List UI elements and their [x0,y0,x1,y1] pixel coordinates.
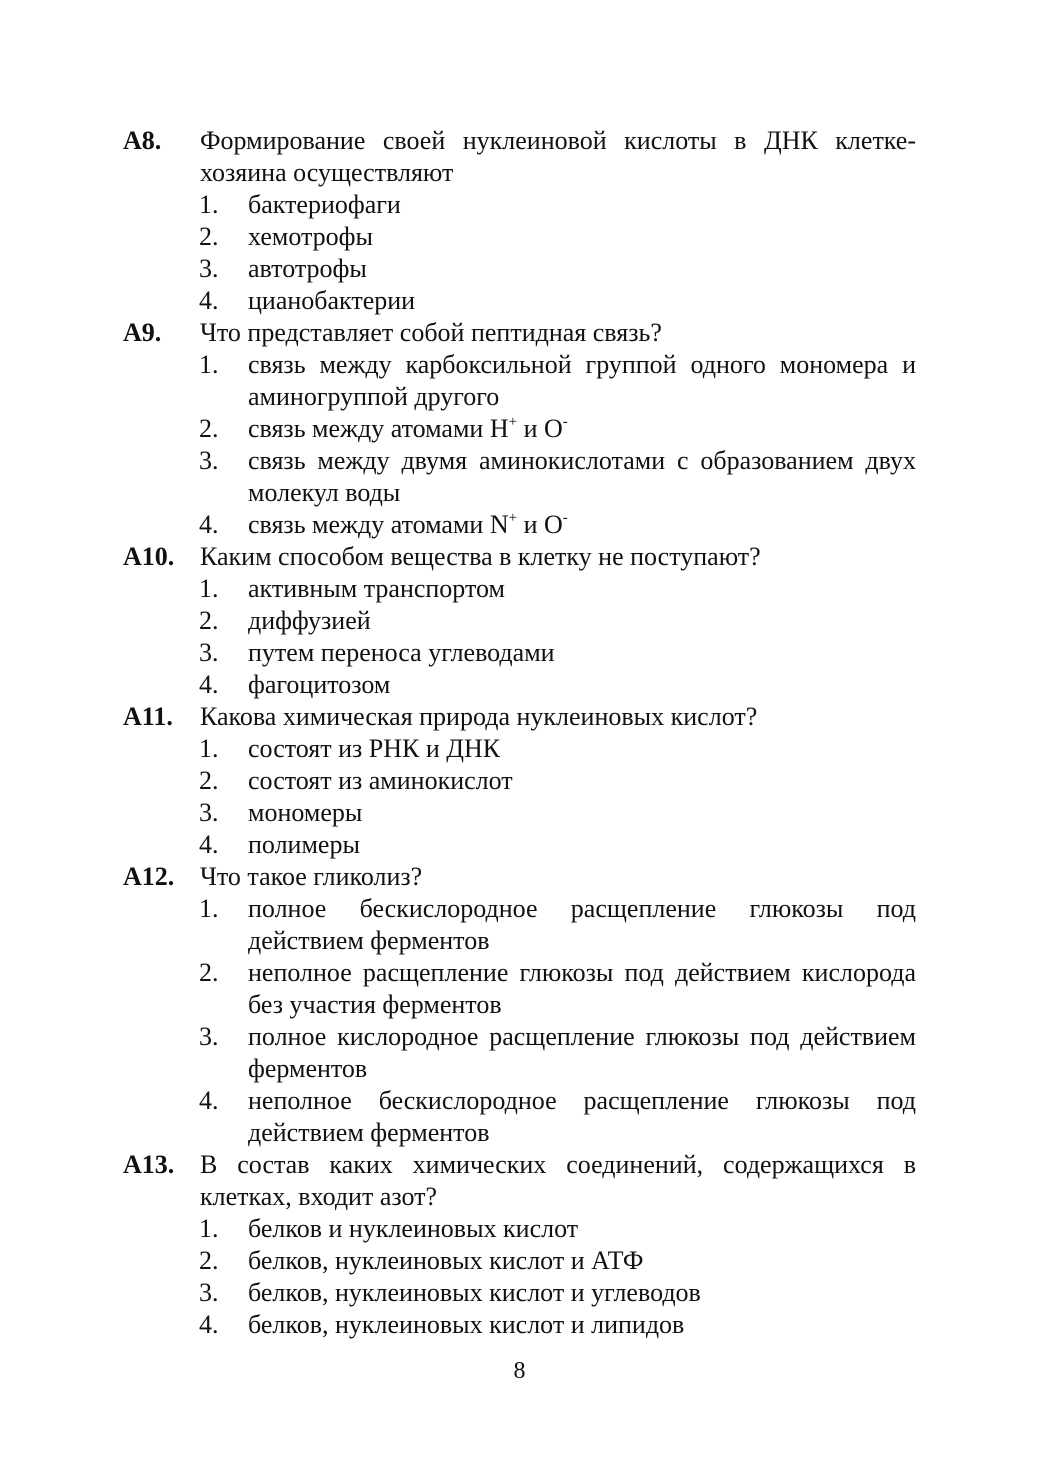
question-row [123,1149,916,1213]
charge-superscript: + [508,414,518,430]
option-text: автотрофы [248,254,367,283]
question-block [123,701,916,861]
option-number: 3. [199,1278,219,1307]
answer-option [199,445,916,509]
answer-option [199,669,916,701]
answer-option [199,957,916,1021]
option-number: 4. [199,830,219,859]
option-number: 3. [199,1022,219,1051]
question-row [123,861,916,893]
option-text: белков, нуклеиновых кислот и АТФ [248,1246,644,1275]
question-block [123,1149,916,1341]
option-number: 2. [199,958,219,987]
question-row [123,701,916,733]
answer-option [199,349,916,413]
option-text [248,509,916,541]
option-number: 2. [199,766,219,795]
answer-option [199,221,916,253]
charge-superscript: - [562,510,568,526]
answer-option [199,1085,916,1149]
question-text: Что представляет собой пептидная связь? [200,318,662,347]
option-text: неполное расщепление глюкозы под действием кислорода без участия ферментов [248,958,916,1019]
answer-options [123,1213,916,1341]
answer-option [199,1213,916,1245]
question-block [123,861,916,1149]
option-number: 3. [199,446,219,475]
option-text: хемотрофы [248,222,373,251]
option-number: 1. [199,190,219,219]
question-text: Какова химическая природа нуклеиновых кислот? [200,702,758,731]
answer-option [199,797,916,829]
page-number: 8 [513,1358,526,1384]
option-number: 1. [199,734,219,763]
option-text: фагоцитозом [248,670,391,699]
question-number: A13. [123,1150,175,1179]
answer-option [199,829,916,861]
option-text: путем переноса углеводами [248,638,555,667]
option-text: белков, нуклеиновых кислот и углеводов [248,1278,701,1307]
option-text: бактериофаги [248,190,401,219]
option-number: 2. [199,1246,219,1275]
answer-option [199,509,916,541]
option-number: 1. [199,894,219,923]
answer-option [199,765,916,797]
question-block [123,317,916,541]
charge-superscript: + [508,510,518,526]
option-text: белков и нуклеиновых кислот [248,1214,579,1243]
option-number: 4. [199,670,219,699]
answer-options [123,349,916,541]
answer-options [123,893,916,1149]
charge-superscript: - [562,414,568,430]
option-text [248,413,916,445]
answer-option [199,253,916,285]
question-block [123,125,916,317]
option-text-part: связь между атомами N [248,510,509,539]
question-text: В состав каких химических соединений, содержащихся в клетках, входит азот? [200,1150,916,1211]
option-number: 4. [199,1086,219,1115]
answer-options [123,573,916,701]
option-number: 3. [199,798,219,827]
question-number: A12. [123,862,175,891]
option-text: белков, нуклеиновых кислот и липидов [248,1310,685,1339]
question-block [123,541,916,701]
option-number: 1. [199,350,219,379]
option-number: 4. [199,510,219,539]
answer-option [199,1309,916,1341]
option-number: 3. [199,254,219,283]
question-number: A11. [123,702,173,731]
option-number: 1. [199,574,219,603]
option-text-part: и O [517,510,563,539]
question-text: Что такое гликолиз? [200,862,423,891]
option-number: 2. [199,606,219,635]
answer-option [199,285,916,317]
answer-option [199,733,916,765]
option-number: 3. [199,638,219,667]
question-row [123,125,916,189]
answer-option [199,637,916,669]
answer-option [199,1021,916,1085]
question-number: A8. [123,126,162,155]
question-list [123,125,916,1341]
option-number: 1. [199,1214,219,1243]
answer-options [123,189,916,317]
question-text: Формирование своей нуклеиновой кислоты в ДНК клетке-хозяина осуществляют [200,126,916,187]
question-number: A10. [123,542,175,571]
option-text: неполное бескислородное расщепление глюкозы под действием ферментов [248,1086,916,1147]
option-text: связь между карбоксильной группой одного мономера и аминогруппой другого [248,350,916,411]
option-number: 4. [199,286,219,315]
option-text: диффузией [248,606,371,635]
answer-option [199,1277,916,1309]
option-text-part: и O [517,414,563,443]
option-text: активным транспортом [248,574,505,603]
option-number: 2. [199,222,219,251]
option-text: состоят из РНК и ДНК [248,734,501,763]
option-text: мономеры [248,798,363,827]
answer-option [199,189,916,221]
option-number: 4. [199,1310,219,1339]
question-number: A9. [123,318,162,347]
question-text: Каким способом вещества в клетку не поступают? [200,542,761,571]
option-text: состоят из аминокислот [248,766,513,795]
question-row [123,541,916,573]
option-text: полное кислородное расщепление глюкозы под действием ферментов [248,1022,916,1083]
answer-option [199,893,916,957]
answer-options [123,733,916,861]
answer-option [199,413,916,445]
option-number: 2. [199,414,219,443]
option-text-part: связь между атомами H [248,414,509,443]
option-text: связь между двумя аминокислотами с образованием двух молекул воды [248,446,916,507]
option-text: полное бескислородное расщепление глюкозы под действием ферментов [248,894,916,955]
answer-option [199,605,916,637]
question-row [123,317,916,349]
answer-option [199,573,916,605]
option-text: полимеры [248,830,360,859]
answer-option [199,1245,916,1277]
option-text: цианобактерии [248,286,416,315]
